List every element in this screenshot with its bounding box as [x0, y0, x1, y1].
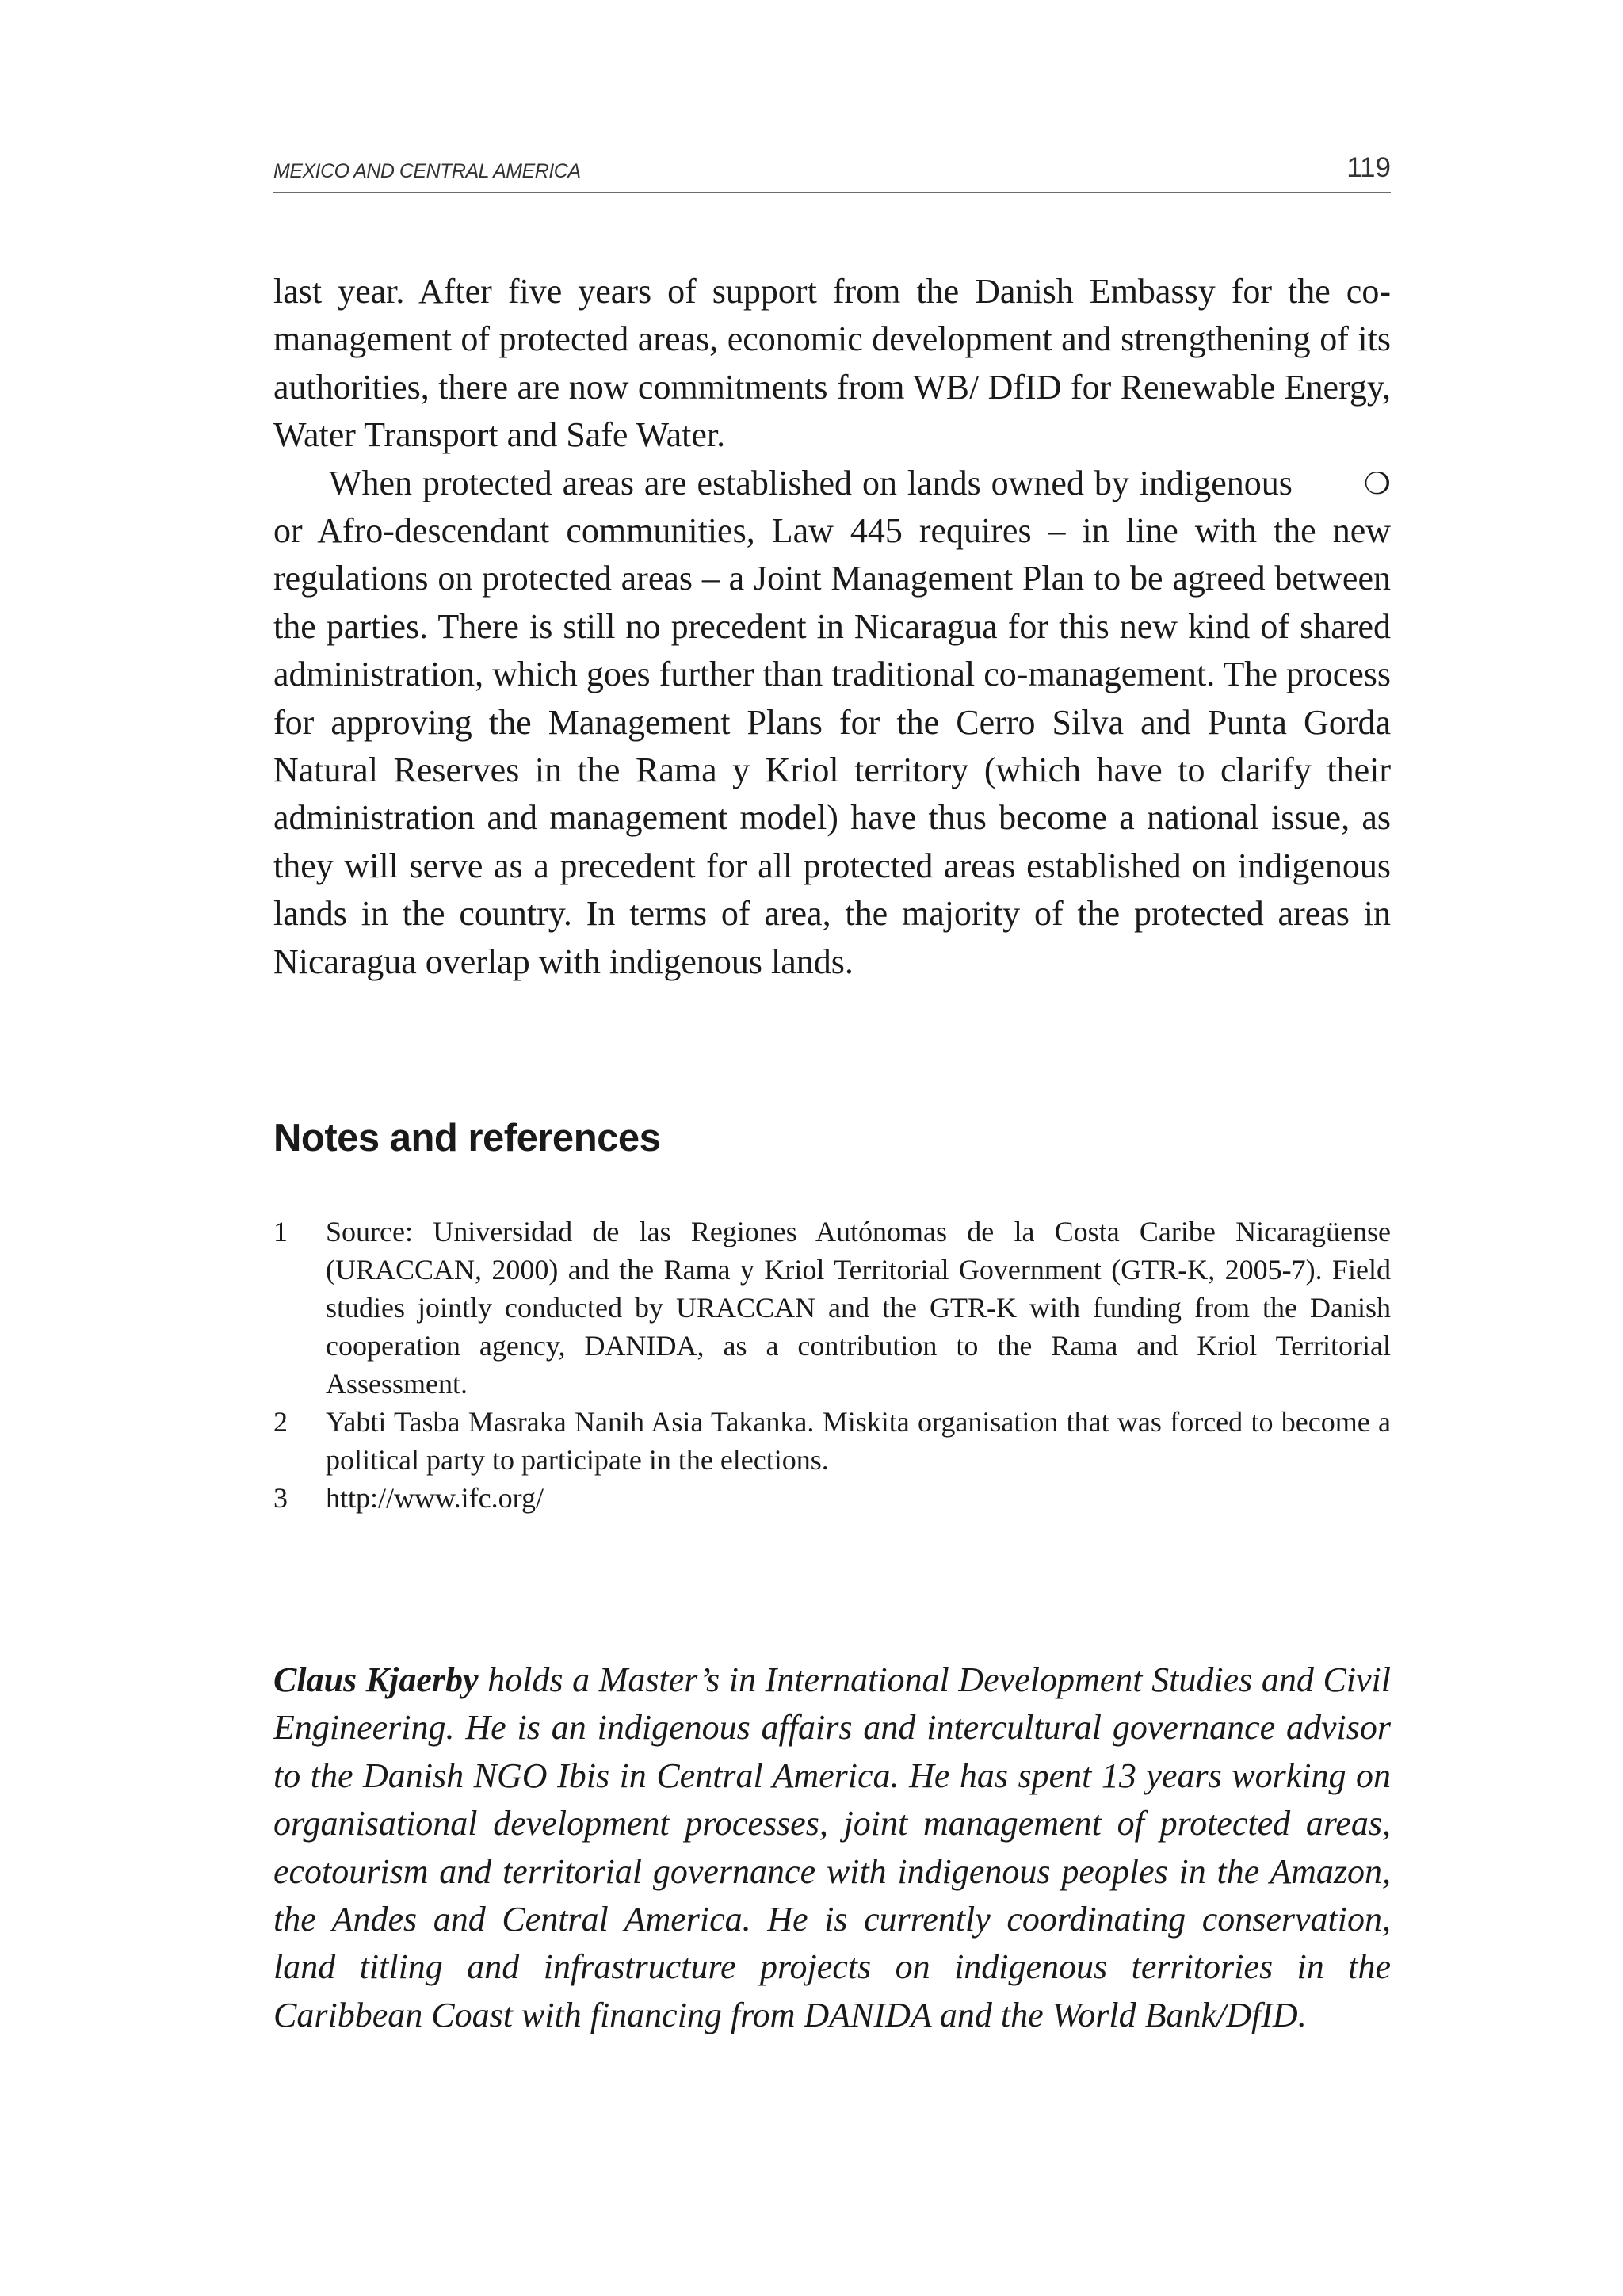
- note-item: [273, 1403, 1391, 1479]
- note-text: Yabti Tasba Masraka Nanih Asia Takanka. Miskita organisation that was forced to become a political party to participate in the elections.: [326, 1406, 1391, 1476]
- paragraph: last year. After five years of support from the Danish Embassy for the co-management of protected areas, economic development and strengthening of its authorities, there are now commitments from WB/ DfID for Renewable Energy, Water Transport and Safe Water.: [273, 272, 1391, 455]
- notes-heading: Notes and references: [273, 1117, 661, 1159]
- note-text: Source: Universidad de las Regiones Autónomas de la Costa Caribe Nicaragüense (URACCAN, 2000) and the Rama y Kriol Territorial Government (GTR-K, 2005-7). Field studies jointly conducted by URACCAN and the GTR-K with funding from the Danish cooperation agency, DANIDA, as a contribution to the Rama and Kriol Territorial Assessment.: [326, 1216, 1391, 1400]
- note-item: [273, 1479, 1391, 1517]
- paragraph: [273, 460, 1391, 986]
- end-of-article-mark: ❍: [1363, 465, 1391, 501]
- bio-author-name: Claus Kjaerby: [273, 1660, 479, 1699]
- author-bio: [273, 1656, 1391, 2039]
- note-text: http://www.ifc.org/: [326, 1482, 544, 1514]
- paragraph-text: When protected areas are established on lands owned by indigenous or Afro-descendant communities, Law 445 requires – in line with the new regulations on protected areas – a Joint Management Plan to be agreed between the parties. There is still no precedent in Nicaragua for this new kind of shared administration, which goes further than traditional co-management. The process for approving the Management Plans for the Cerro Silva and Punta Gorda Natural Reserves in the Rama y Kriol territory (which have to clarify their administration and management model) have thus become a national issue, as they will serve as a precedent for all protected areas established on indigenous lands in the country. In terms of area, the majority of the protected areas in Nicaragua overlap with indigenous lands.: [273, 463, 1391, 981]
- bio-text: holds a Master’s in International Development Studies and Civil Engineering. He is an indigenous affairs and intercultural governance advisor to the Danish NGO Ibis in Central America. He has spent 13 years working on organisational development processes, joint management of protected areas, ecotourism and territorial governance with indigenous peoples in the Amazon, the Andes and Central America. He is currently coordinating conservation, land titling and infrastructure projects on indigenous territories in the Caribbean Coast with financing from DANIDA and the World Bank/DfID.: [273, 1660, 1392, 2034]
- note-number: 2: [273, 1406, 288, 1438]
- note-item: [273, 1213, 1391, 1403]
- page-number: 119: [1346, 152, 1391, 183]
- notes-list: [273, 1213, 1391, 1517]
- book-page: [273, 0, 1391, 2296]
- running-header: [273, 152, 1391, 193]
- running-head-section: MEXICO AND CENTRAL AMERICA: [273, 160, 581, 182]
- note-number: 3: [273, 1482, 288, 1514]
- note-number: 1: [273, 1216, 288, 1247]
- main-text: [273, 268, 1391, 986]
